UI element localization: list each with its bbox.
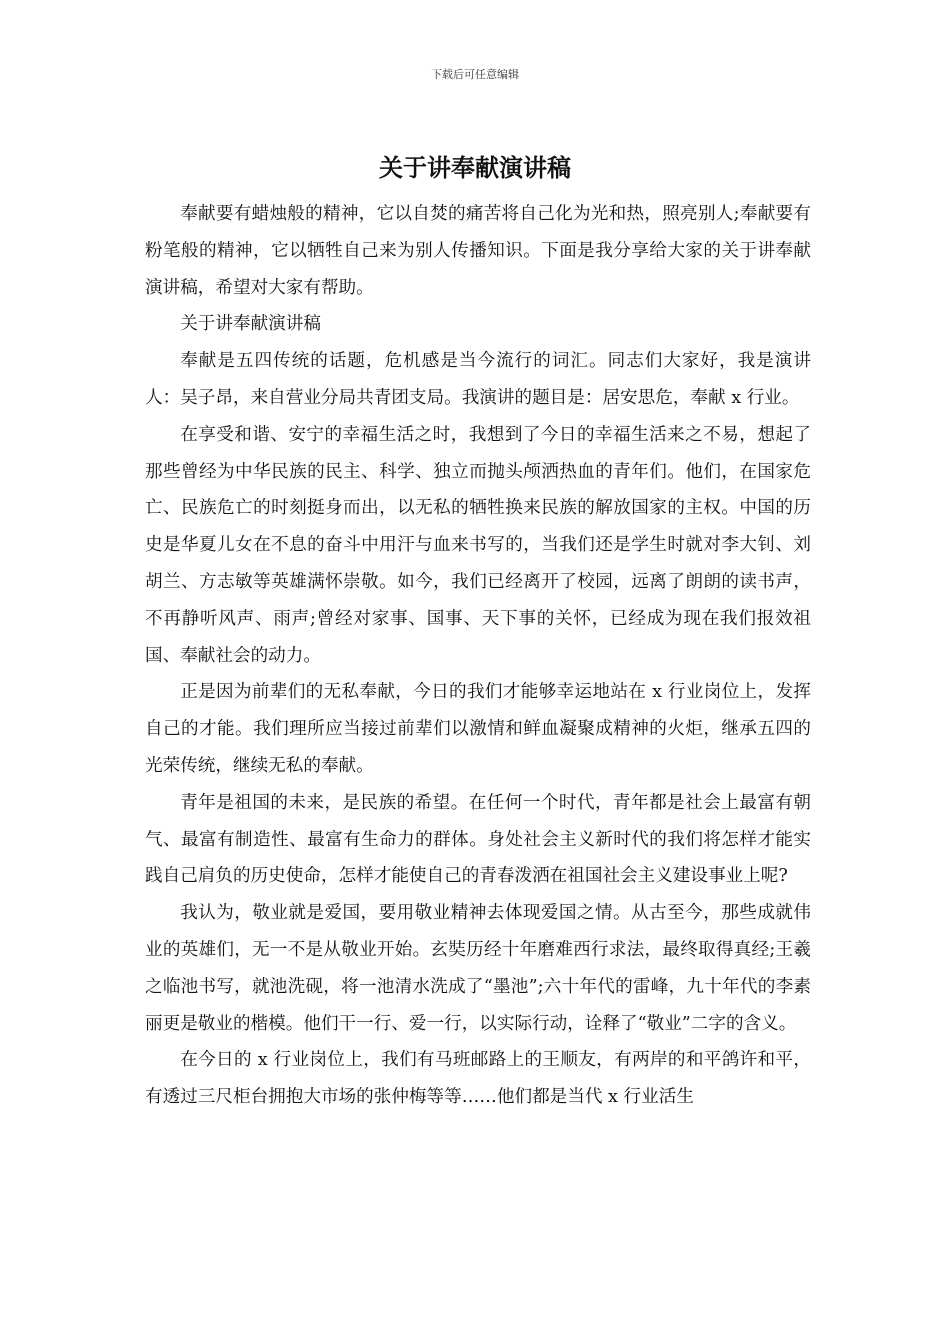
paragraph: 在今日的 x 行业岗位上，我们有马班邮路上的王顺友，有两岸的和平鸽许和平，有透过三尺柜台拥抱大市场的张仲梅等等……他们都是当代 x 行业活生 <box>145 1050 811 1108</box>
paragraph: 正是因为前辈们的无私奉献，今日的我们才能够幸运地站在 x 行业岗位上，发挥自己的才能。我们理所应当接过前辈们以激情和鲜血凝聚成精神的火炬，继承五四的光荣传统，继续无私的奉献。 <box>145 682 811 776</box>
document-body <box>145 196 811 1116</box>
paragraph: 青年是祖国的未来，是民族的希望。在任何一个时代，青年都是社会上最富有朝气、最富有制造性、最富有生命力的群体。身处社会主义新时代的我们将怎样才能实践自己肩负的历史使命，怎样才能使自己的青春泼洒在祖国社会主义建设事业上呢? <box>145 792 811 887</box>
header-note: 下载后可任意编辑 <box>431 68 519 81</box>
paragraph: 我认为，敬业就是爱国，要用敬业精神去体现爱国之情。从古至今，那些成就伟业的英雄们，无一不是从敬业开始。玄奘历经十年磨难西行求法，最终取得真经;王羲之临池书写，就池洗砚，将一池清水洗成了“墨池”;六十年代的雷峰，九十年代的李素丽更是敬业的楷模。他们干一行、爱一行，以实际行动，诠释了“敬业”二字的含义。 <box>145 903 811 1034</box>
paragraph: 在享受和谐、安宁的幸福生活之时，我想到了今日的幸福生活来之不易，想起了那些曾经为中华民族的民主、科学、独立而抛头颅洒热血的青年们。他们，在国家危亡、民族危亡的时刻挺身而出，以无私的牺牲换来民族的解放国家的主权。中国的历史是华夏儿女在不息的奋斗中用汗与血来书写的，当我们还是学生时就对李大钊、刘胡兰、方志敏等英雄满怀崇敬。如今，我们已经离开了校园，远离了朗朗的读书声，不再静听风声、雨声;曾经对家事、国事、天下事的关怀，已经成为现在我们报效祖国、奉献社会的动力。 <box>145 424 811 666</box>
paragraph-subtitle: 关于讲奉献演讲稿 <box>180 314 321 335</box>
paragraph: 奉献是五四传统的话题，危机感是当今流行的词汇。同志们大家好，我是演讲人：吴子昂，来自营业分局共青团支局。我演讲的题目是：居安思危，奉献 x 行业。 <box>145 351 811 408</box>
document-title: 关于讲奉献演讲稿 <box>379 153 571 182</box>
paragraph: 奉献要有蜡烛般的精神，它以自焚的痛苦将自己化为光和热，照亮别人;奉献要有粉笔般的精神，它以牺牲自己来为别人传播知识。下面是我分享给大家的关于讲奉献演讲稿，希望对大家有帮助。 <box>145 204 811 298</box>
